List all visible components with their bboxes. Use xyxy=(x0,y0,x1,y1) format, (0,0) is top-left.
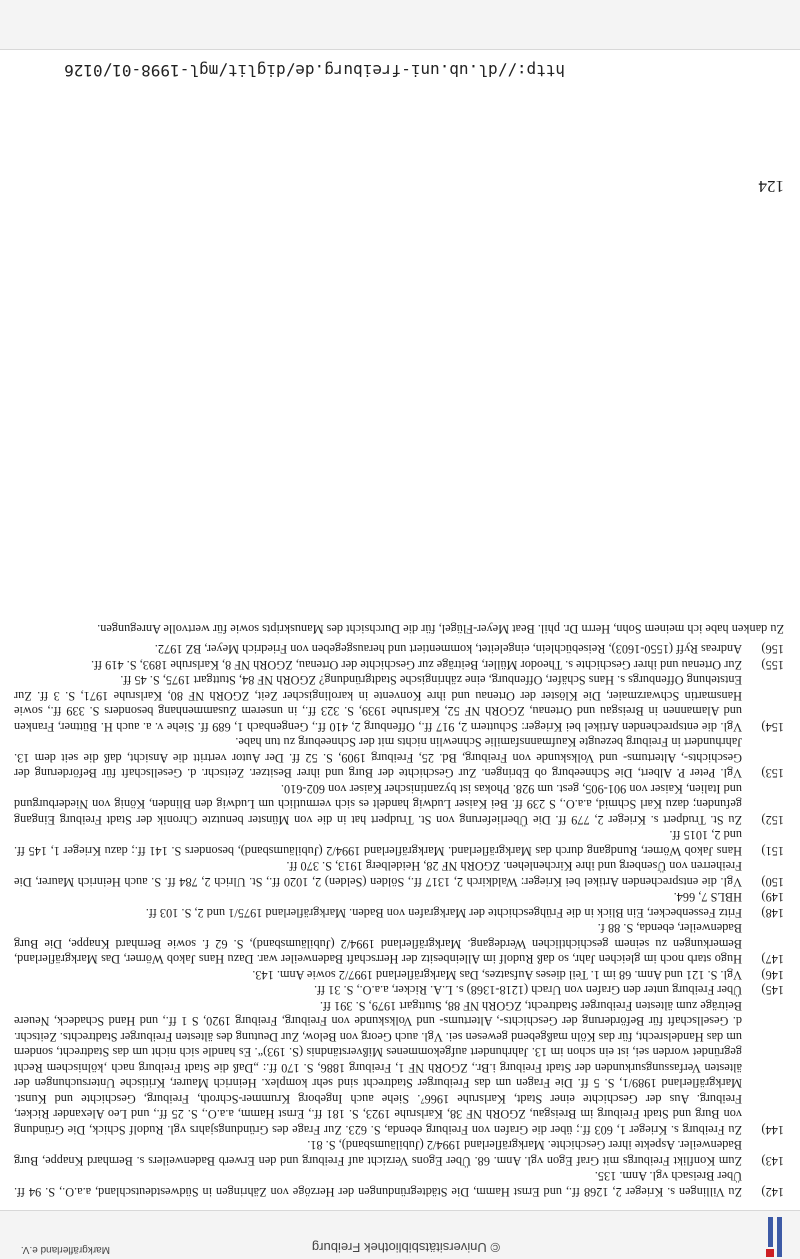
footnote xyxy=(14,734,784,781)
footnote xyxy=(14,1137,784,1168)
footnotes-block xyxy=(14,621,784,1200)
permalink-url[interactable]: http://dl.ub.uni-freiburg.de/diglit/mgl-1998-01/0126 xyxy=(64,61,565,80)
footnote-text: HBLS 7, 664. xyxy=(673,890,742,905)
footnote xyxy=(14,905,784,921)
footnote xyxy=(14,657,784,673)
footnote xyxy=(14,641,784,657)
ub-logo-icon xyxy=(764,1217,786,1257)
footnote-text: Vgl. die entsprechenden Artikel bei Krieger: Waldkirch 2, 1317 ff., Sölden (Selden) 2, 1020 ff., St. Ulrich 2, 784 ff. S. auch Heinrich Maurer, Die Freiherren von Üsenberg und ihre Kirchenlehen. ZGORh NF 28, Heidelberg 1913, S. 370 ff. xyxy=(14,859,742,889)
footnote xyxy=(14,781,784,828)
footnote-text: Zu Freiburg s. Krieger 1, 603 ff.; über die Grafen von Freiburg ebenda, S. 623. Zur Frage des Gründungsjahrs vgl. Rudolf Schick, Die Gründung von Burg und Stadt Freiburg im Breisgau, ZGORh NF 38, Karlsruhe 1923, S. 181 ff., Ernst Hamm, a.a.O., S. 25 ff., und Leo Alexander Ricker, Freiburg. Aus der Geschichte einer Stadt, Karlsruhe 1966⁷. Siehe auch Ingeborg Krummer-Schroth, Freiburg, Geschichte und Kunst. Markgräflerland 1989/1, S. 5 ff. Die Fragen um das Freiburger Stadtrecht sind sehr komplex. Heinrich Maurer, Kritische Untersuchungen der ältesten Verfassungsurkunden der Stadt Freiburg i.Br., ZGORh NF 1, Freiburg 1886, S. 170 ff.: „Daß die Stadt Freiburg nach ‚kölnischem Recht gegründet worden sei, ist ein schon im 13. Jahrhundert aufgekommenes Mißverständnis (S. 193)“. Es handle sich nicht um das Stadtrecht, sondern um das Handelsrecht, für das Köln maßgebend gewesen sei. Vgl. auch Georg von Below, Zur Deutung des ältesten Freiburger Stadtrechts. Zeitschr. d. Gesellschaft für Beförderung der Geschichts-, Altertums- und Volkskunde von Freiburg, Freiburg 1920, S 1 ff., und Hand Schadeck, Neuere Beiträge zum ältesten Freiburger Stadtrecht, ZGORh NF 88, Stuttgart 1979, S. 391 ff. xyxy=(14,999,742,1137)
footnote xyxy=(14,858,784,889)
footnote-text: Vgl. Peter P. Albert, Die Schneeburg ob Ebringen. Zur Geschichte der Burg und ihrer Besitzer. Zeitschr. d. Gesellschaft für Beförderung der Geschichts-, Altertums- und Volkskunde von Freiburg, Bd. 25, Freiburg 1909, S. 52 ff. Der Autor vertritt die Ansicht, daß die seit dem 13. Jahrhundert in Freiburg bezeugte Kaufmannsfamilie Schnewlin nichts mit der Schneeburg zu tun habe. xyxy=(14,735,742,781)
viewer-top-strip xyxy=(0,1210,800,1259)
footnote-number: 144) xyxy=(761,1123,784,1137)
footnote-number: 149) xyxy=(761,890,784,905)
footnote xyxy=(14,889,784,905)
footnote-number: 142) xyxy=(761,1185,784,1199)
footnote-number: 151) xyxy=(761,844,784,858)
footnote-number: 146) xyxy=(761,968,784,982)
footnote-text: Zur Ortenau und ihrer Geschichte s. Theodor Müller, Beiträge zur Geschichte der Ortenau, ZGORh NF 8, Karlsruhe 1893, S. 419 ff. xyxy=(91,658,742,672)
footnote-text: Andreas Ryff (1550-1603), Reisebüchlein, eingeleitet, kommentiert und herausgegeben von Friedrich Meyer, BZ 1972. xyxy=(154,642,742,657)
footnote-number: 150) xyxy=(761,875,784,889)
footnote-number: 143) xyxy=(761,1154,784,1168)
footnote xyxy=(14,920,784,967)
footnote-text: Über Freiburg unter den Grafen von Urach (1218-1368) s. L.A. Ricker, a.a.O., S. 31 ff. xyxy=(314,983,742,998)
footnote-number: 153) xyxy=(761,766,784,781)
footnote-number: 148) xyxy=(761,906,784,920)
footnote-text: Hugo starb noch im gleichen Jahr, so daß Rudolf im Alleinbesitz der Herrschaft Badenweiler war. Dazu Hans Jakob Wörner, Das Markgräflerland, Bemerkungen zu seinem geschichtlichen Werdegang. Markgräflerland 1994/2 (Jubiläumsband), S. 62 f. sowie Bernhard Knappe, Die Burg Badenweiler, ebenda, S. 88 f. xyxy=(14,921,742,967)
footnote xyxy=(14,672,784,734)
footnote-number: 155) xyxy=(761,658,784,672)
footnote xyxy=(14,982,784,998)
footnote-text: Zum Konflikt Freiburgs mit Graf Egon vgl. Anm. 68. Über Egons Verzicht auf Freiburg und den Erwerb Badenweilers s. Bernhard Knappe, Burg Badenweiler. Aspekte ihrer Geschichte. Markgräflerland 1994/2 (Jubiläumsband), S. 81. xyxy=(14,1138,742,1168)
footnote-number: 147) xyxy=(761,952,784,967)
footnote-text: Vgl. die entsprechenden Artikel bei Krieger: Schuttern 2, 917 ff., Offenburg 2, 410 ff., Gengenbach 1, 689 ff. Siehe v. a. auch H. Büttner, Franken und Alamannen in Breisgau und Ortenau, ZGORh NF 52, Karlsruhe 1939, S. 323 ff., in unserem Zusammenhang besonders S. 339 ff., sowie Hansmartin Schwarzmaier, Die Klöster der Ortenau und ihre Konvente in karolingischer Zeit, ZGORh NF 80, Karlsruhe 1971, S. 3 ff. Zur Entstehung Offenburgs s. Hans Schäfer, Offenburg, eine zähringische Stadtgründung? ZGORh NF 84, Stuttgart 1975, S. 45 ff. xyxy=(14,673,742,734)
footnote-list xyxy=(14,641,784,1199)
footnote-number: 156) xyxy=(761,642,784,657)
page-number: 124 xyxy=(758,177,784,196)
acknowledgement: Zu danken habe ich meinem Sohn, Herrn Dr. phil. Beat Meyer-Flügel, für die Durchsicht des Manuskripts sowie für wertvolle Anregungen. xyxy=(97,622,784,636)
footnote xyxy=(14,967,784,983)
footnote-number: 154) xyxy=(761,720,784,734)
top-society-line: Markgräflerland e.V. xyxy=(20,1244,110,1255)
footnote-text: Hans Jakob Wörner, Rundgang durch das Markgräflerland. Markgräflerland 1994/2 (Jubiläumsband), besonders S. 141 ff.; dazu Krieger 1, 145 ff. und 2, 1015 ff. xyxy=(14,828,742,858)
footnote-text: Zu Villingen s. Krieger 2, 1268 ff., und Ernst Hamm, Die Städtegründungen der Herzöge von Zähringen in Südwestdeutschland, a.a.O., S. 94 ff. Über Breisach vgl. Anm. 135. xyxy=(14,1169,742,1199)
footnote-number: 145) xyxy=(761,983,784,998)
top-library-line: © Universitätsbibliothek Freiburg xyxy=(311,1240,500,1255)
footnote xyxy=(14,1168,784,1199)
footnote-text: Fritz Fessenbecker, Ein Blick in die Frühgeschichte der Markgrafen von Baden. Markgräflerland 1975/1 und 2, S. 103 ff. xyxy=(145,906,742,920)
footnote xyxy=(14,998,784,1138)
footnote xyxy=(14,827,784,858)
footnote-number: 152) xyxy=(761,813,784,827)
footnote-text: Vgl. S. 121 und Anm. 68 im 1. Teil dieses Aufsatzes, Das Markgräflerland 1997/2 sowie Anm. 143. xyxy=(252,968,742,982)
footnote-text: Zu St. Trudpert s. Krieger 2, 779 ff. Die Überlieferung von St. Trudpert hat in die von Münster benutzte Chronik der Stadt Freiburg Eingang gefunden; dazu Karl Schmid, a.a.O., S 239 ff. Bei Kaiser Ludwig handelt es sich vermutlich um Ludwig den Blinden, König von Niederburgund und Italien, Kaiser von 901-905, gest. um 928. Phokas ist byzantinischer Kaiser von 602-610. xyxy=(14,782,742,827)
viewer-bottom-strip xyxy=(0,0,800,50)
